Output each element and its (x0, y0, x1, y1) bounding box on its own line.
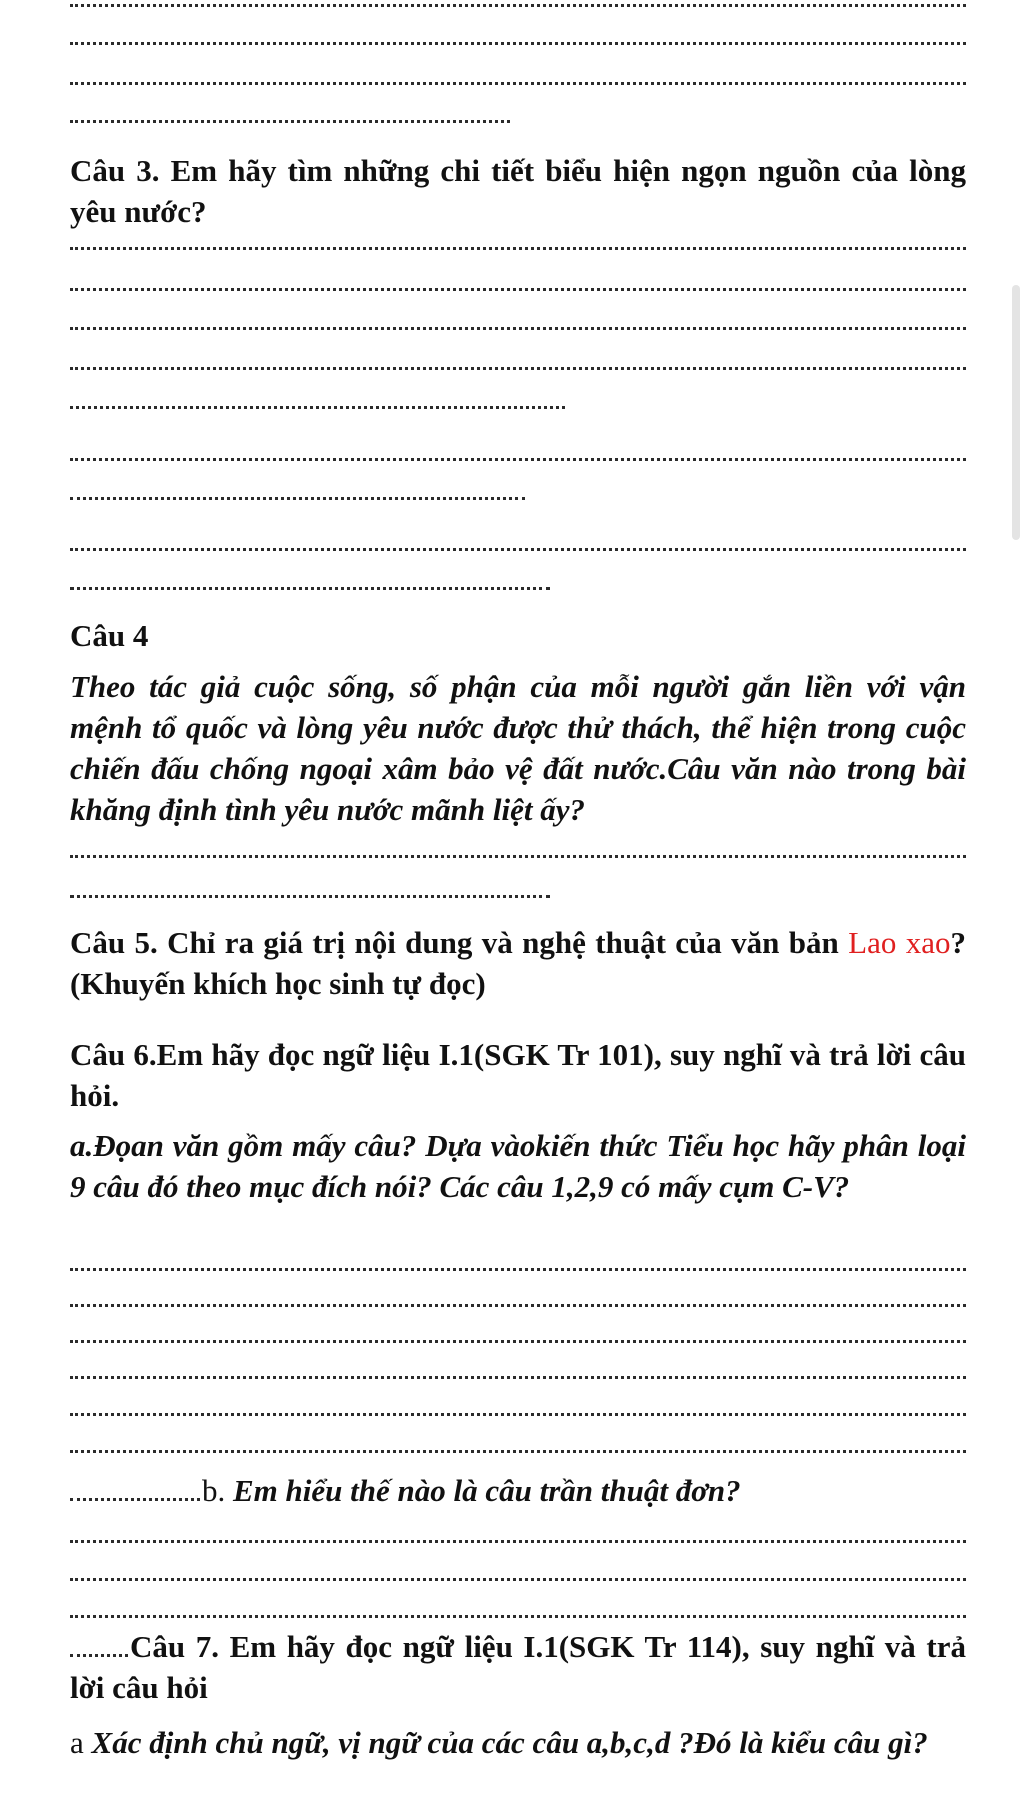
answer-line (70, 855, 966, 858)
question-6: Câu 6.Em hãy đọc ngữ liệu I.1(SGK Tr 101), suy nghĩ và trả lời câu hỏi. (70, 1037, 966, 1113)
answer-line (70, 1450, 966, 1453)
answer-line (70, 1654, 128, 1657)
answer-line (70, 587, 550, 590)
part-a-text: Xác định chủ ngữ, vị ngữ của các câu a,b,c,d ?Đó là kiểu câu gì? (91, 1725, 928, 1760)
question-5-title-red: Lao xao (848, 925, 951, 960)
part-b-text: Em hiểu thế nào là câu trần thuật đơn? (233, 1473, 741, 1508)
answer-line (70, 497, 525, 500)
answer-line (70, 1304, 966, 1307)
question-4-title: Câu 4 (70, 618, 149, 653)
answer-line (70, 82, 966, 85)
answer-line (70, 1615, 966, 1618)
question-5-prefix: Câu 5. Chỉ ra giá trị nội dung và nghệ thuật của văn bản (70, 925, 849, 960)
answer-line (70, 895, 550, 898)
answer-line (70, 327, 966, 330)
scrollbar[interactable] (1012, 285, 1020, 540)
question-6-part-a: a.Đọan văn gồm mấy câu? Dựa vàokiến thức Tiểu học hãy phân loại 9 câu đó theo mục đích nói? Các câu 1,2,9 có mấy cụm C-V? (70, 1128, 966, 1204)
answer-line (70, 367, 966, 370)
answer-line (70, 1376, 966, 1379)
answer-line (70, 548, 966, 551)
question-5-suffix: ? (Khuyến khích học sinh tự đọc) (70, 925, 966, 1001)
question-7 (70, 1626, 966, 1708)
answer-line (70, 120, 510, 123)
question-3: Câu 3. Em hãy tìm những chi tiết biểu hiện ngọn nguồn của lòng yêu nước? (70, 153, 966, 229)
answer-line (70, 406, 565, 409)
answer-line (70, 4, 966, 7)
answer-line (70, 1540, 966, 1543)
part-a-label: a (70, 1725, 92, 1760)
answer-line (70, 1413, 966, 1416)
question-7-text: Câu 7. Em hãy đọc ngữ liệu I.1(SGK Tr 114), suy nghĩ và trả lời câu hỏi (70, 1629, 966, 1705)
answer-line (70, 458, 966, 461)
answer-line (70, 42, 966, 45)
part-b-label: b. (202, 1473, 233, 1508)
answer-line (70, 1578, 966, 1581)
answer-line (70, 247, 966, 250)
question-5 (70, 922, 966, 1004)
question-6-part-b (70, 1470, 966, 1511)
answer-line (70, 1340, 966, 1343)
question-4-body: Theo tác giả cuộc sống, số phận của mỗi người gắn liền với vận mệnh tổ quốc và lòng yêu nước được thử thách, thể hiện trong cuộc chiến đấu chống ngoại xâm bảo vệ đất nước.Câu văn nào trong bài khăng định tình yêu nước mãnh liệt ấy? (70, 669, 966, 827)
answer-line (70, 288, 966, 291)
answer-line (70, 1498, 200, 1501)
question-7-part-a (70, 1722, 966, 1763)
answer-line (70, 1268, 966, 1271)
